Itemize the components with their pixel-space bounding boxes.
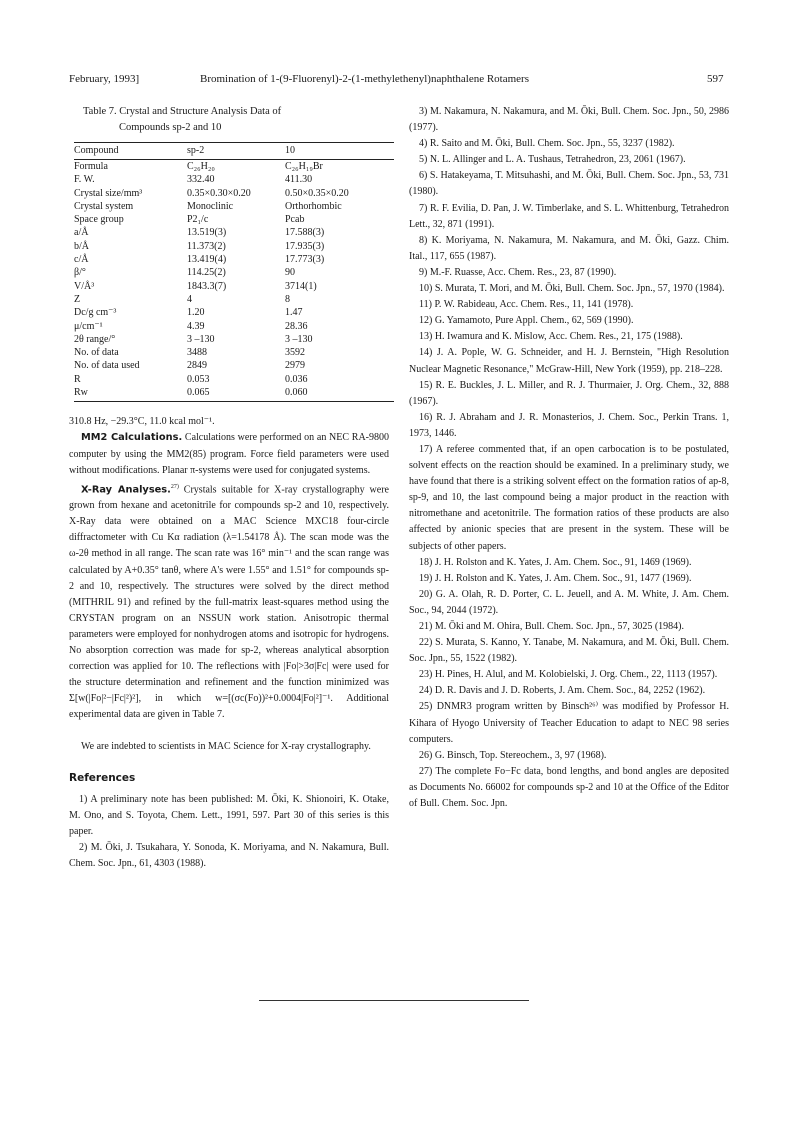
table-cell: μ/cm⁻¹ <box>74 320 103 332</box>
table-cell: 13.519(3) <box>187 227 227 239</box>
table-cell: 3714(1) <box>285 280 317 292</box>
table-cell: 8 <box>285 293 290 305</box>
table-row <box>74 200 394 213</box>
table-cell: No. of data used <box>74 360 140 372</box>
reference-item: 23) H. Pines, H. Alul, and M. Kolobielski, J. Org. Chem., 22, 1113 (1957). <box>419 669 718 681</box>
coalescence-data: 310.8 Hz, −29.3°C, 11.0 kcal mol⁻¹. <box>69 416 215 428</box>
table-cell: a/Å <box>74 227 89 239</box>
table-cell: Orthorhombic <box>285 200 342 212</box>
table-row <box>74 240 394 253</box>
reference-item: 11) P. W. Rabideau, Acc. Chem. Res., 11, 141 (1978). <box>419 299 634 311</box>
table-row <box>74 373 394 386</box>
reference-item: 19) J. H. Rolston and K. Yates, J. Am. Chem. Soc., 91, 1477 (1969). <box>419 572 692 584</box>
table-cell: F. W. <box>74 174 95 186</box>
reference-item: 22) S. Murata, S. Kanno, Y. Tanabe, M. Nakamura, and M. Ōki, Bull. Chem. Soc. Jpn., 55, 1522 (1982). <box>409 637 729 665</box>
acknowledgment: We are indebted to scientists in MAC Science for X-ray crystallography. <box>81 741 371 753</box>
table-cell: 13.419(4) <box>187 254 227 266</box>
table-cell: Pcab <box>285 214 305 226</box>
table-cell: 114.25(2) <box>187 267 226 279</box>
table-cell: 4 <box>187 293 192 305</box>
reference-item: 18) J. H. Rolston and K. Yates, J. Am. Chem. Soc., 91, 1469 (1969). <box>419 556 692 568</box>
table-cell: 17.773(3) <box>285 254 325 266</box>
reference-item: 8) K. Moriyama, N. Nakamura, M. Nakamura, and M. Ōki, Gazz. Chim. Ital., 117, 655 (1987). <box>409 234 729 262</box>
reference-item: 7) R. F. Evilia, D. Pan, J. W. Timberlake, and S. L. Whittenburg, Tetrahedron Lett., 32, 871 (1991). <box>409 202 729 230</box>
table-header-row <box>74 143 394 160</box>
running-title: Bromination of 1-(9-Fluorenyl)-2-(1-methylethenyl)naphthalene Rotamers <box>200 73 529 85</box>
reference-item: 5) N. L. Allinger and L. A. Tushaus, Tetrahedron, 23, 2061 (1967). <box>419 154 686 166</box>
reference-item: 20) G. A. Olah, R. D. Porter, C. L. Jeuell, and A. M. White, J. Am. Chem. Soc., 94, 2044 (1972). <box>409 588 729 616</box>
table-row <box>74 173 394 186</box>
reference-item: 26) G. Binsch, Top. Stereochem., 3, 97 (1968). <box>419 749 607 761</box>
xray-body: Crystals suitable for X-ray crystallography were grown from hexane and acetonitrile for compounds sp-2 and 10, respectively. X-Ray data were obtained on a MAC Science MXC18 four-circle diffractometer with Cu Kα radiation (λ=1.54178 Å). The scan mode was the ω-2θ method in all range. The scan rate was 16° min⁻¹ and the scan range was calculated by A+0.35° tanθ, where A's were 1.55° and 1.51° for compounds sp-2 and 10, respectively. The structures were solved by the direct method (MITHRIL 91) and refined by the full-matrix least-squares method using the CRYSTAN program on an NSSUN work station. Anisotropic thermal parameters were employed for nonhydrogen atoms and isotropic for hydrogens. No absorption correction was made for sp-2, whereas analytical absorption correction was applied for 10. The reflections with |Fo|>3σ|Fc| were used for the structure determination and refinement and the function minimized was Σ[w(|Fo|²−|Fc|²)²], in which w=[(σc(Fo))²+0.0004|Fo|²]⁻¹. Additional experimental data are given in Table 7. <box>69 484 389 721</box>
reference-item: 17) A referee commented that, if an open carbocation is to be postulated, solvent effects on the reaction should be examined. In a preliminary study, we have found that there is a striking solvent effect on the formation ratios of ap-8, sp-9, and 10, the last compound being a major product in the reaction with nitromethane and acetonitrile. The formation ratios of these products are also affected by anionic species that are present in the system. These will be subjects of other papers. <box>409 443 729 552</box>
table-cell: 17.588(3) <box>285 227 325 239</box>
table-cell: Z <box>74 293 81 305</box>
table-cell: β/° <box>74 267 86 279</box>
table-cell: P2₁/c <box>187 214 209 226</box>
table-cell: 11.373(2) <box>187 240 226 252</box>
table-cell: 2979 <box>285 360 305 372</box>
table-cell: 0.065 <box>187 387 210 399</box>
table-cell: Monoclinic <box>187 200 234 212</box>
table-cell: 0.060 <box>285 387 308 399</box>
table-cell: Crystal system <box>74 200 134 212</box>
table-cell: 3 –130 <box>285 333 313 345</box>
table-row <box>74 333 394 346</box>
table-cell: 3 –130 <box>187 333 215 345</box>
reference-item: 13) H. Iwamura and K. Mislow, Acc. Chem. Res., 21, 175 (1988). <box>419 331 683 343</box>
table-row <box>74 280 394 293</box>
table-cell: Dc/g cm⁻³ <box>74 307 117 319</box>
xray-heading: X-Ray Analyses. <box>81 484 171 496</box>
table-cell: R <box>74 373 81 385</box>
reference-item: 25) DNMR3 program written by Binsch²⁶⁾ was modified by Professor H. Kihara of Hyogo University of Teacher Education to adapt to NEC 98 series computers. <box>409 701 729 745</box>
references-heading: References <box>69 771 136 784</box>
mm2-paragraph <box>69 430 389 478</box>
table-row <box>74 359 394 372</box>
reference-item: 3) M. Nakamura, N. Nakamura, and M. Ōki, Bull. Chem. Soc. Jpn., 50, 2986 (1977). <box>409 106 729 134</box>
table-row <box>74 386 394 399</box>
reference-item: 12) G. Yamamoto, Pure Appl. Chem., 62, 569 (1990). <box>419 315 634 327</box>
table-caption-line1: Table 7. Crystal and Structure Analysis Data of <box>83 106 282 117</box>
table-cell: C₂₆H₁₉Br <box>285 161 323 172</box>
table-body <box>74 160 394 400</box>
table-row <box>74 320 394 333</box>
table-cell: 3592 <box>285 347 305 359</box>
left-column <box>69 104 389 872</box>
end-rule <box>259 1000 529 1002</box>
table-row <box>74 213 394 226</box>
table-cell: 1843.3(7) <box>187 280 227 292</box>
table-cell: 3488 <box>187 347 207 359</box>
running-header <box>0 73 793 87</box>
table-cell: Space group <box>74 214 124 226</box>
table-cell: 17.935(3) <box>285 240 325 252</box>
table-cell: 0.50×0.35×0.20 <box>285 187 349 199</box>
mm2-body: Calculations were performed on an NEC RA-9800 computer by using the MM2(85) program. Force field parameters were used without modifications. Planar π-systems were used for conjugated systems. <box>69 432 389 476</box>
table-cell: 2849 <box>187 360 207 372</box>
table-caption <box>83 104 389 136</box>
table-cell: 28.36 <box>285 320 308 332</box>
table-cell: 2θ range/° <box>74 333 116 345</box>
table-row <box>74 226 394 239</box>
table-cell: V/Å³ <box>74 280 95 292</box>
crystal-data-table <box>74 142 394 399</box>
table-cell: b/Å <box>74 240 89 252</box>
xray-footnote-mark: 27) <box>170 483 179 490</box>
table-cell: Formula <box>74 161 108 172</box>
table-cell: 0.036 <box>285 373 308 385</box>
column-header: sp-2 <box>187 145 205 156</box>
column-header: 10 <box>285 145 295 156</box>
reference-item: 9) M.-F. Ruasse, Acc. Chem. Res., 23, 87 (1990). <box>419 266 617 278</box>
table-row <box>74 346 394 359</box>
right-column <box>409 104 729 812</box>
mm2-heading: MM2 Calculations. <box>81 432 183 444</box>
table-row <box>74 253 394 266</box>
table-cell: C₂₆H₂₀ <box>187 161 215 172</box>
table-row <box>74 187 394 200</box>
table-cell: Rw <box>74 387 88 399</box>
xray-paragraph <box>69 479 389 724</box>
reference-item: 14) J. A. Pople, W. G. Schneider, and H. J. Bernstein, "High Resolution Nuclear Magnetic Resonance," McGraw-Hill, New York (1959), pp. 218–228. <box>409 347 729 375</box>
table-row <box>74 160 394 174</box>
page-number: 597 <box>707 73 724 85</box>
reference-item: 10) S. Murata, T. Mori, and M. Ōki, Bull. Chem. Soc. Jpn., 57, 1970 (1984). <box>419 283 725 295</box>
reference-item: 1) A preliminary note has been published: M. Ōki, K. Shionoiri, K. Otake, M. Ono, and S. Toyota, Chem. Lett., 1991, 597. Part 30 of this series is this paper. <box>69 793 389 837</box>
table-cell: c/Å <box>74 254 89 266</box>
table-cell: 411.30 <box>285 174 313 186</box>
table-row <box>74 306 394 319</box>
reference-item: 24) D. R. Davis and J. D. Roberts, J. Am. Chem. Soc., 84, 2252 (1962). <box>419 685 706 697</box>
reference-item: 27) The complete Fo−Fc data, bond lengths, and bond angles are deposited as Documents No. 66002 for compounds sp-2 and 10 at the Office of the Editor of Bull. Chem. Soc. Jpn. <box>409 765 729 810</box>
issue-date: February, 1993] <box>69 73 140 85</box>
table-cell: 0.053 <box>187 373 210 385</box>
table-cell: Crystal size/mm³ <box>74 187 143 199</box>
table-cell: 1.20 <box>187 307 205 319</box>
reference-item: 15) R. E. Buckles, J. L. Miller, and R. J. Thurmaier, J. Org. Chem., 32, 888 (1967). <box>409 379 729 407</box>
table-cell: 4.39 <box>187 320 205 332</box>
reference-item: 2) M. Ōki, J. Tsukahara, Y. Sonoda, K. Moriyama, and N. Nakamura, Bull. Chem. Soc. Jpn., 61, 4303 (1988). <box>69 841 389 869</box>
table-cell: 1.47 <box>285 307 303 319</box>
reference-item: 4) R. Saito and M. Ōki, Bull. Chem. Soc. Jpn., 55, 3237 (1982). <box>419 138 675 150</box>
table-cell: No. of data <box>74 347 119 359</box>
reference-item: 21) M. Ōki and M. Ohira, Bull. Chem. Soc. Jpn., 57, 3025 (1984). <box>419 621 684 632</box>
table-row <box>74 293 394 306</box>
reference-item: 6) S. Hatakeyama, T. Mitsuhashi, and M. Ōki, Bull. Chem. Soc. Jpn., 53, 731 (1980). <box>409 170 729 198</box>
column-header: Compound <box>74 145 119 156</box>
table-caption-line2: Compounds sp-2 and 10 <box>119 122 222 133</box>
reference-item: 16) R. J. Abraham and J. R. Monasterios, J. Chem. Soc., Perkin Trans. 1, 1973, 1446. <box>409 411 729 439</box>
table-cell: 90 <box>285 267 295 279</box>
table-row <box>74 266 394 279</box>
table-cell: 332.40 <box>187 174 215 186</box>
table-cell: 0.35×0.30×0.20 <box>187 187 251 199</box>
